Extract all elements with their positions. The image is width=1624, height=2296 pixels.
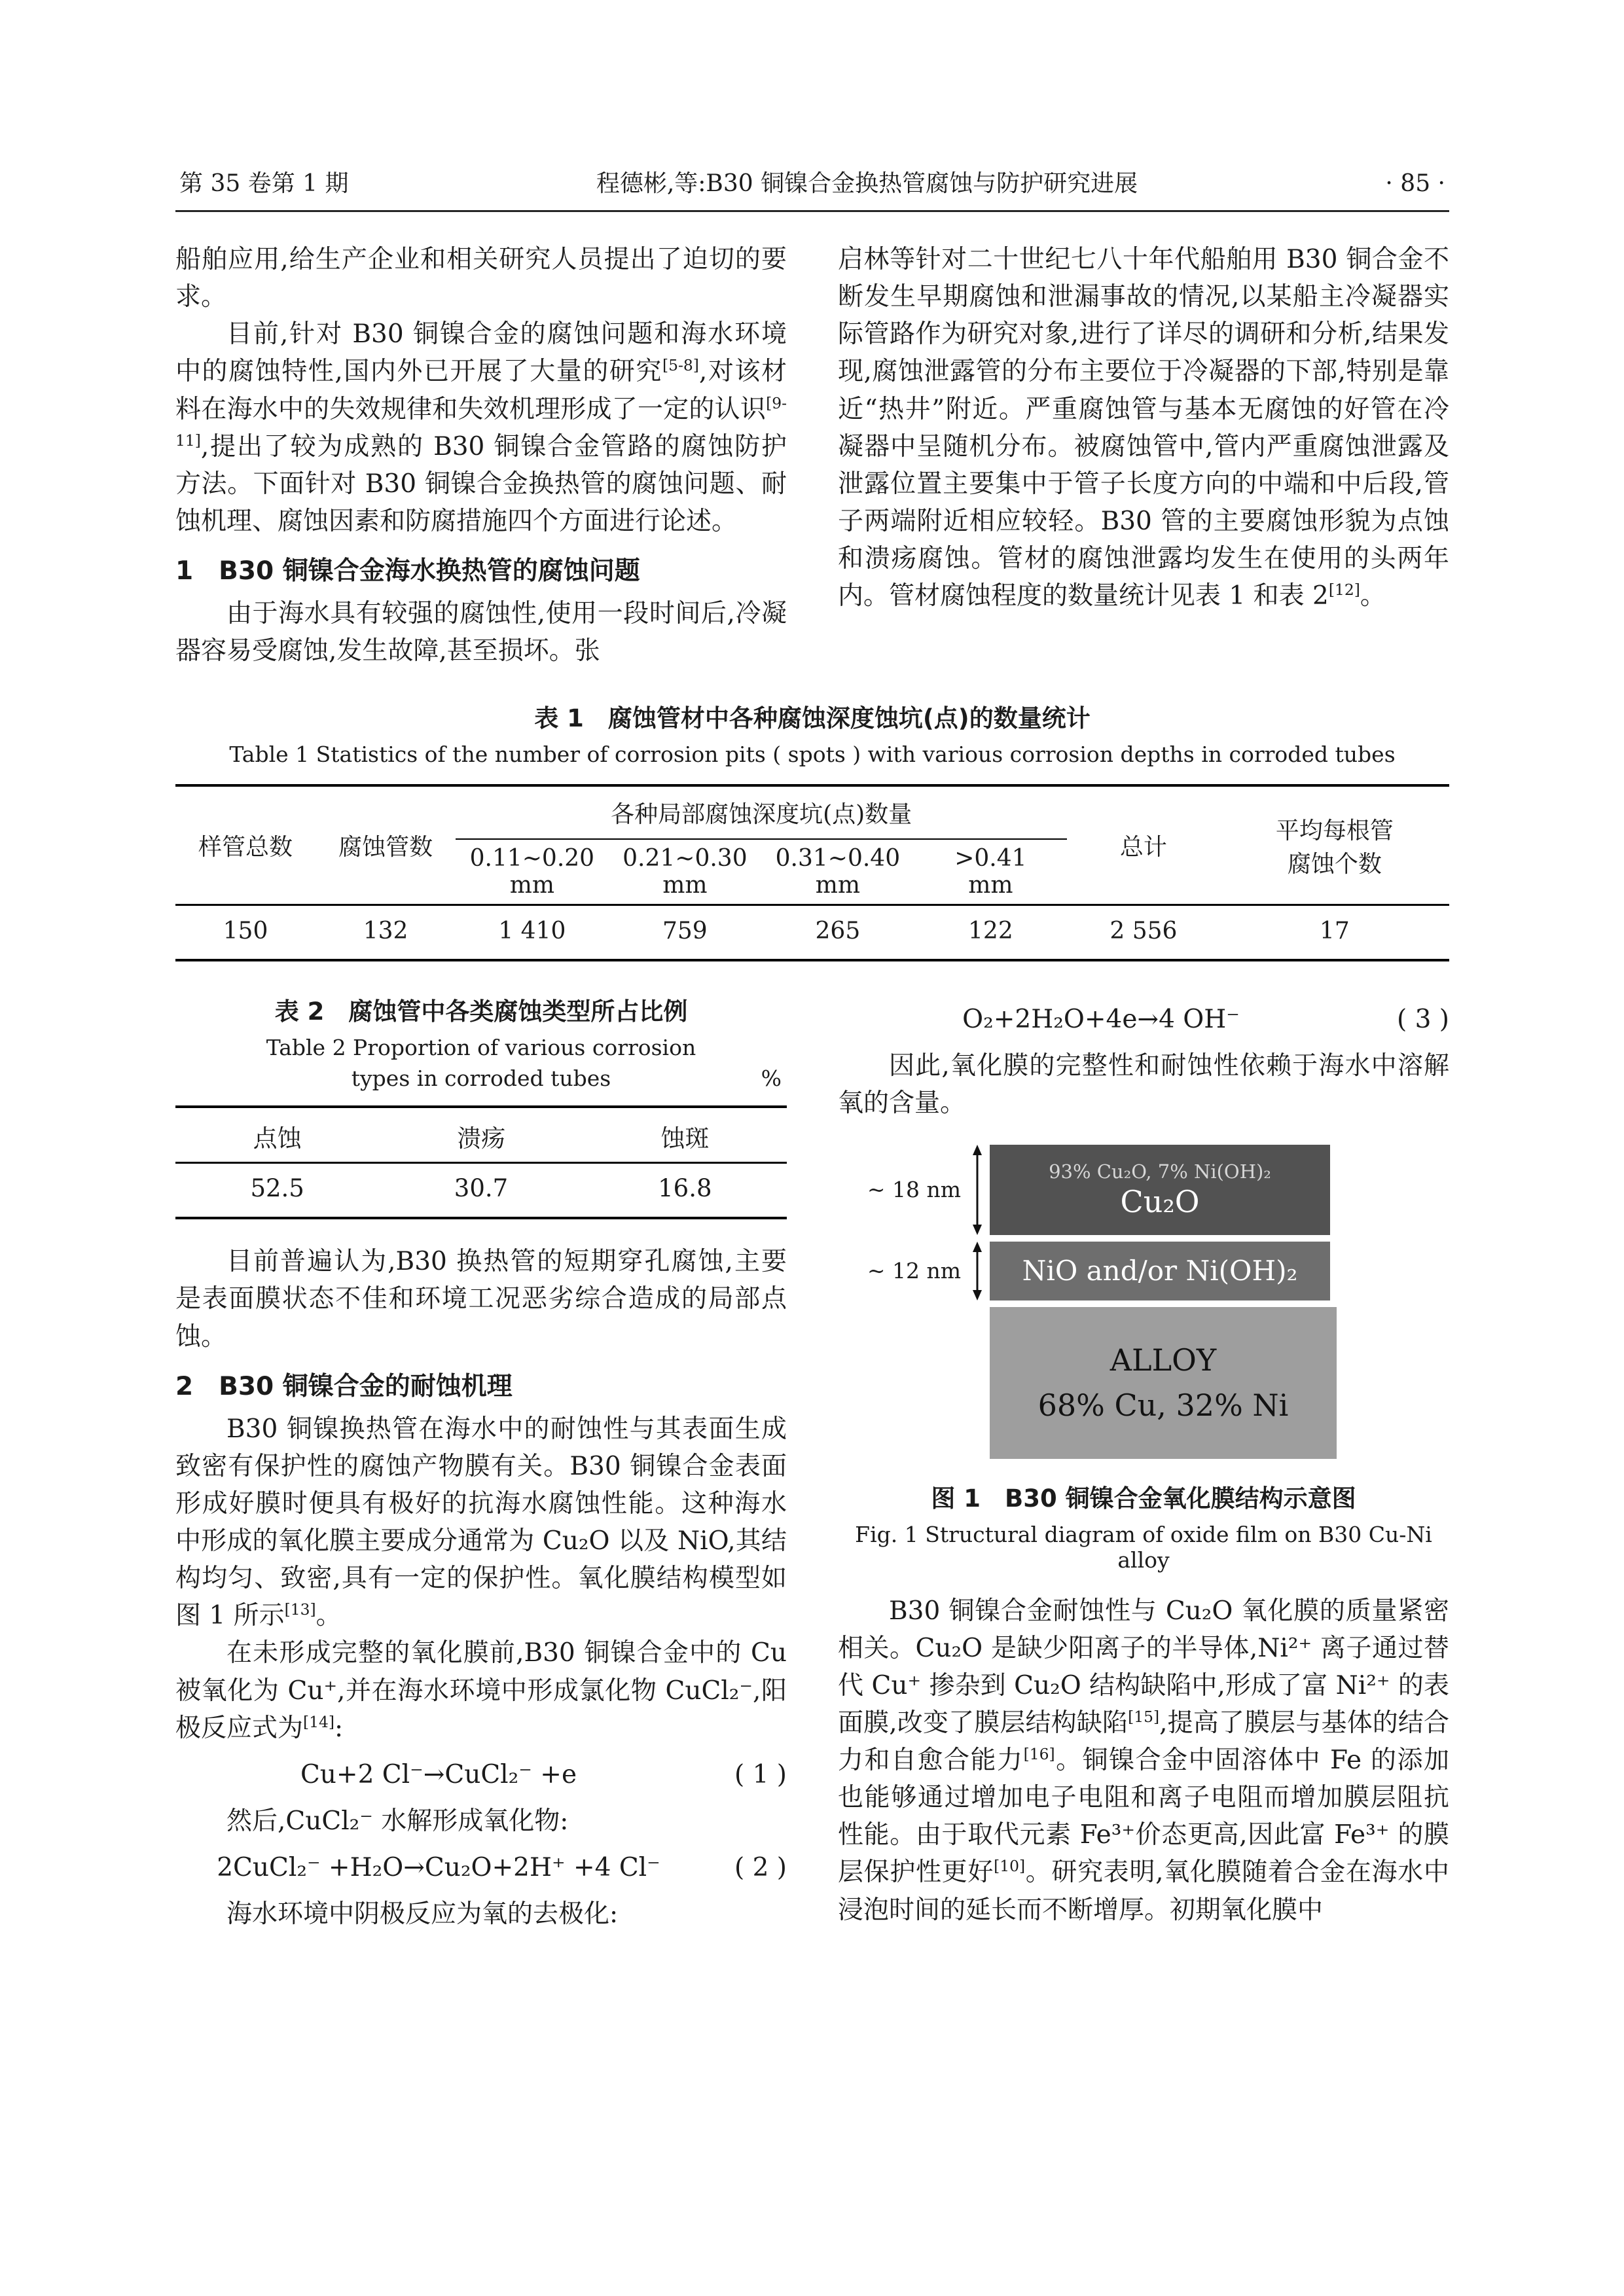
layer-composition-label: 93% Cu₂O, 7% Ni(OH)₂ [1049, 1160, 1271, 1183]
double-arrow-icon [969, 1145, 986, 1235]
table-subheader-cell [456, 839, 609, 905]
table-data-cell: 16.8 [658, 1174, 712, 1203]
depth-range: 0.21~0.30 [623, 845, 748, 872]
oxide-layer-cu2o [990, 1145, 1330, 1235]
equation-1 [175, 1760, 787, 1789]
paragraph: 启林等针对二十世纪七八十年代船舶用 B30 铜合金不断发生早期腐蚀和泄漏事故的情况,以某船主冷凝器实际管路作为研究对象,进行了详尽的调研和分析,结果发现,腐蚀泄露管的分布主要位于冷凝器的下部,特别是靠近“热井”附近。严重腐蚀管与基本无腐蚀的好管在冷凝器中呈随机分布。被腐蚀管中,管内严重腐蚀泄露及泄露位置主要集中于管子长度方向的中端和中后段,管子两端附近相应较轻。B30 管的主要腐蚀形貌为点蚀和溃疡腐蚀。管材的腐蚀泄露均发生在使用的头两年内。管材腐蚀程度的数量统计见表 1 和表 2[12]。 [838, 245, 1449, 611]
table1-caption-en: Table 1 Statistics of the number of corrosion pits ( spots ) with various corrosion depths in corroded tubes [229, 742, 1396, 768]
table-header-cell: 蚀斑 [583, 1107, 787, 1163]
depth-range: >0.41 [954, 845, 1027, 872]
paragraph: 目前,针对 B30 铜镍合金的腐蚀问题和海水环境中的腐蚀特性,国内外已开展了大量的研究[5-8],对该材料在海水中的失效规律和失效机理形成了一定的认识[9-11],提出了较为成熟的 B30 铜镍合金管路的腐蚀防护方法。下面针对 B30 铜镍合金换热管的腐蚀问题、耐蚀机理、腐蚀因素和防腐措施四个方面进行论述。 [175, 319, 787, 536]
figure-layer-row [838, 1242, 1449, 1300]
paragraph: B30 铜镍合金耐蚀性与 Cu₂O 氧化膜的质量紧密相关。Cu₂O 是缺少阳离子的半导体,Ni²⁺ 离子通过替代 Cu⁺ 掺杂到 Cu₂O 结构缺陷中,形成了富 Ni²⁺ 的表面膜,改变了膜层结构缺陷[15],提高了膜层与基体的结合力和自愈合能力[16]。铜镍合金中固溶体中 Fe 的添加也能够通过增加电子电阻和离子电阻而增加膜层阻抗性能。由于取代元素 Fe³⁺价态更高,因此富 Fe³⁺ 的膜层保护性更好[10]。研究表明,氧化膜随着合金在海水中浸泡时间的延长而不断增厚。初期氧化膜中 [838, 1596, 1449, 1925]
paragraph: 因此,氧化膜的完整性和耐蚀性依赖于海水中溶解氧的含量。 [838, 1051, 1449, 1119]
top-two-columns [175, 241, 1449, 670]
page-content [175, 165, 1449, 1933]
table-header-cell [1220, 785, 1449, 905]
journal-issue: 第 35 卷第 1 期 [179, 170, 349, 197]
left-column-bottom [175, 992, 787, 1933]
depth-unit: mm [662, 872, 708, 899]
figure-layer-row [838, 1307, 1449, 1459]
table-header-cell: 腐蚀管数 [316, 785, 456, 905]
table-data-cell: 52.5 [250, 1174, 304, 1203]
table2-caption-zh: 表 2 腐蚀管中各类腐蚀类型所占比例 [274, 997, 688, 1026]
table-data-cell: 132 [363, 918, 408, 945]
table-header-cell: 总计 [1067, 785, 1220, 905]
paragraph: 船舶应用,给生产企业和相关研究人员提出了迫切的要求。 [175, 245, 787, 312]
table-data-cell: 1 410 [498, 918, 566, 945]
equation-2 [175, 1853, 787, 1882]
figure1-oxide-film-diagram [838, 1145, 1449, 1573]
section-2-heading: 2 B30 铜镍合金的耐蚀机理 [175, 1371, 513, 1401]
page-number: · 85 · [1385, 170, 1445, 197]
bottom-two-columns [175, 992, 1449, 1933]
figure1-caption-en: Fig. 1 Structural diagram of oxide film on B30 Cu-Ni alloy [855, 1521, 1432, 1573]
table-data-cell: 759 [662, 918, 708, 945]
table-group-header: 各种局部腐蚀深度坑(点)数量 [456, 785, 1067, 839]
equation-body: Cu+2 Cl⁻→CuCl₂⁻ +e [300, 1759, 577, 1789]
table-subheader-cell [761, 839, 914, 905]
equation-body: 2CuCl₂⁻ +H₂O→Cu₂O+2H⁺ +4 Cl⁻ [217, 1852, 660, 1882]
depth-range: 0.11~0.20 [469, 845, 595, 872]
layer-main-label: NiO and/or Ni(OH)₂ [1022, 1255, 1298, 1287]
figure-layer-row [838, 1145, 1449, 1235]
table-data-cell: 122 [968, 918, 1013, 945]
table-header-row [175, 1107, 787, 1163]
alloy-composition-label: 68% Cu, 32% Ni [1038, 1387, 1289, 1423]
right-column-bottom [838, 992, 1449, 1933]
left-column-top [175, 241, 787, 670]
table2-block [175, 992, 787, 1219]
table2-corrosion-types [175, 1105, 787, 1219]
table-subheader-cell [914, 839, 1068, 905]
table2-caption-en-text: types in corroded tubes [351, 1066, 611, 1092]
layer-main-label: Cu₂O [1120, 1183, 1200, 1219]
paragraph: B30 铜镍换热管在海水中的耐蚀性与其表面生成致密有保护性的腐蚀产物膜有关。B30 铜镍合金表面形成好膜时便具有极好的抗海水腐蚀性能。这种海水中形成的氧化膜主要成分通常为 Cu₂O 以及 NiO,其结构均匀、致密,具有一定的保护性。氧化膜结构模型如图 1 所示[13]。 [175, 1414, 787, 1631]
figure1-caption-zh: 图 1 B30 铜镍合金氧化膜结构示意图 [931, 1484, 1356, 1513]
paragraph: 海水环境中阴极反应为氧的去极化: [226, 1899, 619, 1929]
depth-unit: mm [509, 872, 554, 899]
oxide-layer-nio [990, 1242, 1330, 1300]
table2-caption-en-line2 [175, 1066, 787, 1091]
depth-range: 0.31~0.40 [775, 845, 901, 872]
table-header-cell: 溃疡 [379, 1107, 583, 1163]
equation-number: ( 1 ) [734, 1759, 787, 1789]
depth-unit: mm [815, 872, 861, 899]
table-data-row [175, 1163, 787, 1219]
table-header-cell: 样管总数 [175, 785, 316, 905]
table-header-line: 腐蚀个数 [1287, 850, 1382, 878]
table-header-row-1 [175, 785, 1449, 839]
table-data-cell: 150 [223, 918, 268, 945]
table2-unit: % [761, 1066, 782, 1092]
table1-block [175, 698, 1449, 961]
running-title: 程德彬,等:B30 铜镍合金换热管腐蚀与防护研究进展 [596, 170, 1138, 197]
table-header-line: 平均每根管 [1275, 817, 1394, 844]
table1-corrosion-statistics [175, 784, 1449, 961]
table-data-cell: 2 556 [1110, 918, 1178, 945]
double-arrow-icon [969, 1242, 986, 1300]
paragraph: 目前普遍认为,B30 换热管的短期穿孔腐蚀,主要是表面膜状态不佳和环境工况恶劣综合造成的局部点蚀。 [175, 1247, 787, 1352]
table1-caption-zh: 表 1 腐蚀管材中各种腐蚀深度蚀坑(点)的数量统计 [534, 704, 1091, 733]
table-data-cell: 265 [815, 918, 861, 945]
thickness-label-18nm: ~ 18 nm [867, 1177, 961, 1202]
table-data-cell: 17 [1319, 918, 1350, 945]
table-data-cell: 30.7 [454, 1174, 509, 1203]
table-data-row [175, 905, 1449, 961]
paragraph: 然后,CuCl₂⁻ 水解形成氧化物: [226, 1806, 569, 1836]
equation-3 [838, 1005, 1449, 1034]
running-head [175, 165, 1449, 212]
paragraph: 在未形成完整的氧化膜前,B30 铜镍合金中的 Cu 被氧化为 Cu⁺,并在海水环境中形成氯化物 CuCl₂⁻,阳极反应式为[14]: [175, 1638, 787, 1743]
right-column-top [838, 241, 1449, 670]
paragraph: 由于海水具有较强的腐蚀性,使用一段时间后,冷凝器容易受腐蚀,发生故障,甚至损坏。张 [175, 599, 787, 666]
equation-body: O₂+2H₂O+4e→4 OH⁻ [962, 1005, 1240, 1035]
depth-unit: mm [968, 872, 1013, 899]
thickness-label-12nm: ~ 12 nm [867, 1258, 961, 1283]
alloy-label: ALLOY [1110, 1342, 1217, 1378]
table-header-cell: 点蚀 [175, 1107, 379, 1163]
equation-number: ( 3 ) [1396, 1005, 1449, 1035]
table2-caption-en-line1: Table 2 Proportion of various corrosion [266, 1035, 696, 1061]
section-1-heading: 1 B30 铜镍合金海水换热管的腐蚀问题 [175, 556, 640, 586]
equation-number: ( 2 ) [734, 1852, 787, 1882]
table-subheader-cell [609, 839, 762, 905]
alloy-layer [990, 1307, 1337, 1459]
